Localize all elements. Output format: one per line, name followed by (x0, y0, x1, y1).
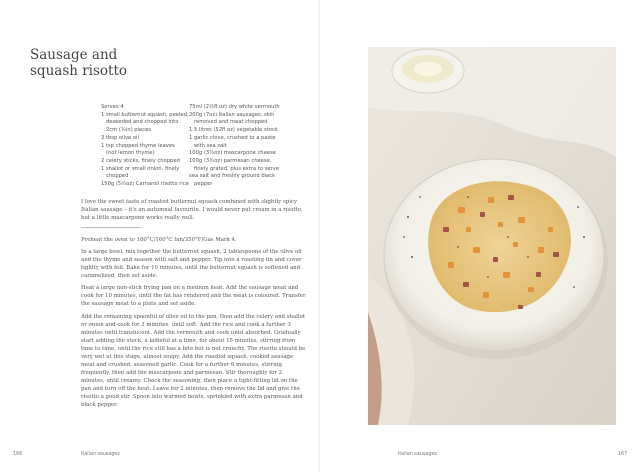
ingredient-line: (not lemon thyme) (106, 150, 155, 157)
wine-glass (392, 49, 464, 93)
ingredient-line: 2cm (¾in) pieces (106, 127, 151, 134)
ingredient-line: 100g (3½oz) parmesan cheese, (189, 157, 272, 164)
divider-rule (81, 227, 141, 228)
risotto-plate-photo (368, 47, 616, 425)
left-page-number: 166 (13, 452, 23, 457)
ingredient-line: pepper (194, 181, 213, 188)
right-running-footer: Italian sausages (398, 452, 437, 457)
ingredients-column-right (189, 104, 289, 189)
serves-label: Serves 4 (101, 104, 124, 110)
method-step: In a large bowl, mix together the butternut squash, 2 tablespoons of the olive oil and the thyme and season with salt and pepper. Tip into a roasting tin and cover tightly with foil. Bake for 10 minutes, until the butternut squash is softened and caramelized, then set aside. (81, 249, 302, 280)
recipe-title-line-1: Sausage and (30, 47, 118, 63)
recipe-title-line-2: squash risotto (30, 63, 128, 79)
ingredient-line: 150g (5½oz) Carnaroli risotto rice (101, 181, 189, 188)
ingredient-line: 1 tsp chopped thyme leaves (101, 142, 175, 149)
ingredient-line: 200g (7oz) Italian sausages, skin (189, 111, 275, 118)
ingredient-line: finely grated, plus extra to serve (194, 165, 280, 172)
method-step: Heat a large non-stick frying pan on a medium heat. Add the sausage meat and cook for 10 minutes, until the fat has rendered and the meat is coloured. Transfer the sausage meat to a plate and set aside. (81, 285, 306, 308)
recipe-title (30, 47, 230, 79)
recipe-intro: I love the sweet taste of roasted butternut squash combined with slightly spicy Italian sausage – it's an autumnal favourite. I would never put cream in a risotto, but a little mascarpone works really well. (81, 199, 303, 221)
method-step: Preheat the oven to 180°C/160°C fan/350°F/Gas Mark 4. (81, 237, 237, 243)
ingredient-line: 3 tbsp olive oil (101, 134, 139, 141)
ingredient-line: 1 shallot or small onion, finely (101, 165, 180, 172)
ingredient-line: chopped (106, 173, 129, 180)
ingredient-line: sea salt and freshly ground black (189, 173, 276, 180)
ingredient-line: 1 garlic clove, crushed to a paste (189, 134, 276, 141)
recipe-method (81, 236, 306, 413)
ingredients-column-left (101, 104, 189, 189)
ingredient-line: 2 celery sticks, finely chopped (101, 157, 180, 164)
ingredient-line: with sea salt (194, 142, 227, 149)
ingredient-line: 75ml (2½fl oz) dry white vermouth (189, 104, 280, 110)
ingredient-line: deseeded and chopped into (106, 119, 179, 126)
ingredient-line: 100g (3½oz) mascarpone cheese (189, 150, 276, 157)
ingredient-line: 1 small butternut squash, peeled, (101, 111, 189, 118)
left-running-footer: Italian sausages (81, 452, 120, 457)
ingredient-line: 1.5 litres (52fl oz) vegetable stock (189, 127, 278, 134)
method-step: Add the remaining spoonful of olive oil to the pan, then add the celery and shallot or onion and cook for 3 minutes, until soft. Add the rice and cook a further 3 minutes until translucent. Add the vermouth and cook until absorbed. Gradually start adding the stock, a ladleful at a time, for about 15 minutes, stirring from time to time, until the rice still has a bite but is not crunchy. The risotto should be very wet at this stage, almost soupy. Add the roasted squash, cooked sausage meat and crushed, seasoned garlic. Cook for a further 6 minutes, stirring frequently, then add the mascarpone and parmesan. Stir thoroughly for 2 minutes, until creamy. Check the seasoning, then place a tight-fitting lid on the pan and turn off the heat. Leave for 2 minutes, then remove the lid and give the risotto a good stir. Spoon into warmed bowls, sprinkled with extra parmesan and black pepper. (81, 313, 306, 408)
right-page-number: 167 (618, 452, 628, 457)
ingredient-line: removed and meat chopped (194, 119, 268, 126)
photo-illustration (368, 47, 616, 425)
